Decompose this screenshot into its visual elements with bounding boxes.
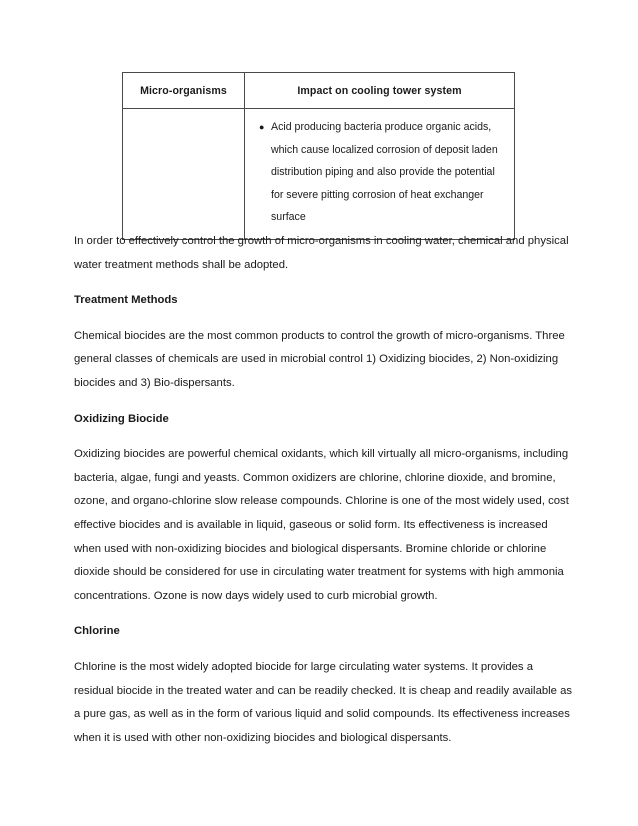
intro-paragraph: In order to effectively control the growth of micro-organisms in cooling water, chemical and physical water treatment methods shall be adopted.: [74, 235, 569, 271]
micro-organisms-table: [122, 72, 515, 240]
chlorine-paragraph: Chlorine is the most widely adopted biocide for large circulating water systems. It provides a residual biocide in the treated water and can be readily checked. It is cheap and readily available as a pure gas, as well as in the form of various liquid and solid compounds. Its effectiveness increases when it is used with other non-oxidizing biocides and biological dispersants.: [74, 660, 572, 744]
header-micro-organisms: Micro-organisms: [123, 73, 245, 109]
heading-treatment-methods: Treatment Methods: [74, 294, 178, 307]
organism-cell: [123, 109, 245, 240]
heading-oxidizing-biocide: Oxidizing Biocide: [74, 412, 169, 425]
bullet-list-item: [259, 116, 506, 229]
header-impact: Impact on cooling tower system: [245, 73, 515, 109]
table-row: [123, 109, 515, 240]
oxidizing-paragraph: Oxidizing biocides are powerful chemical oxidants, which kill virtually all micro-organisms, including bacteria, algae, fungi and yeasts. Common oxidizers are chlorine, chlorine dioxide, and bromine, ozone, and organo-chlorine slow release compounds. Chlorine is one of the most widely used, cost effective biocides and is available in liquid, gaseous or solid form. Its effectiveness is increased when used with non-oxidizing biocides and biological dispersants. Bromine chloride or chlorine dioxide should be considered for use in circulating water treatment for systems with high ammonia concentrations. Ozone is now days widely used to curb microbial growth.: [74, 448, 569, 602]
treatment-paragraph: Chemical biocides are the most common products to control the growth of micro-organisms. Three general classes of chemicals are used in microbial control 1) Oxidizing biocides, 2) Non-oxidizing biocides and 3) Bio-dispersants.: [74, 329, 565, 389]
bullet-icon: ●: [259, 122, 265, 132]
table-header-row: [123, 73, 515, 109]
document-body: [74, 230, 574, 762]
heading-chlorine: Chlorine: [74, 625, 120, 638]
impact-cell: [245, 109, 515, 240]
bullet-text: Acid producing bacteria produce organic acids, which cause localized corrosion of deposit laden distribution piping and also provide the potential for severe pitting corrosion of heat exchanger surface: [271, 121, 498, 223]
